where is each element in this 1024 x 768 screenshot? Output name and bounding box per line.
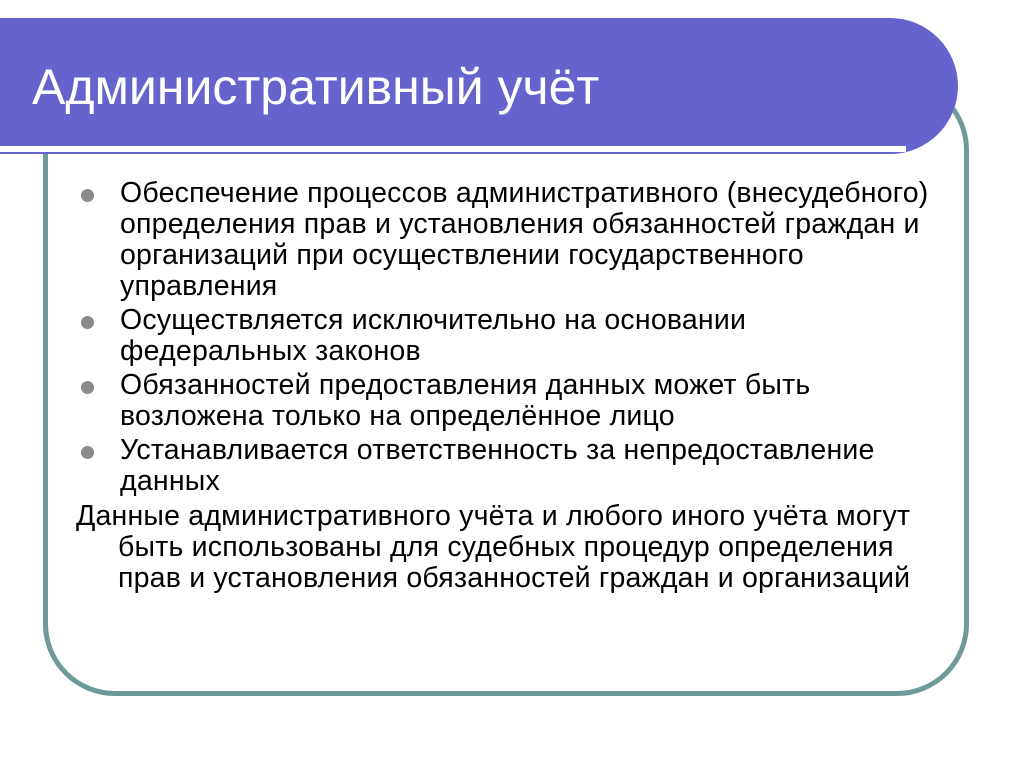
slide-content [78,178,938,594]
bullet-dot-icon [81,381,94,394]
bullet-item [78,305,938,367]
slide-title: Административный учёт [32,59,600,115]
bullet-text: Устанавливается ответственность за непредоставление данных [120,434,875,497]
title-underline [0,146,906,152]
bullet-item [78,178,938,302]
title-bar [0,18,958,154]
bullet-text: Обеспечение процессов административного (внесудебного) определения прав и установления обязанностей граждан и организаций при осуществлении государственного управления [120,177,929,302]
bullet-dot-icon [81,446,94,459]
bullet-text: Обязанностей предоставления данных может быть возложена только на определённое лицо [120,369,811,432]
bullet-item [78,370,938,432]
bullet-list [78,178,938,497]
bullet-item [78,435,938,497]
bullet-text: Осуществляется исключительно на основании федеральных законов [120,304,747,367]
bullet-dot-icon [81,189,94,202]
summary-paragraph: Данные административного учёта и любого иного учёта могут быть использованы для судебных процедур определения прав и установления обязанностей граждан и организаций [76,500,911,594]
bullet-dot-icon [81,316,94,329]
